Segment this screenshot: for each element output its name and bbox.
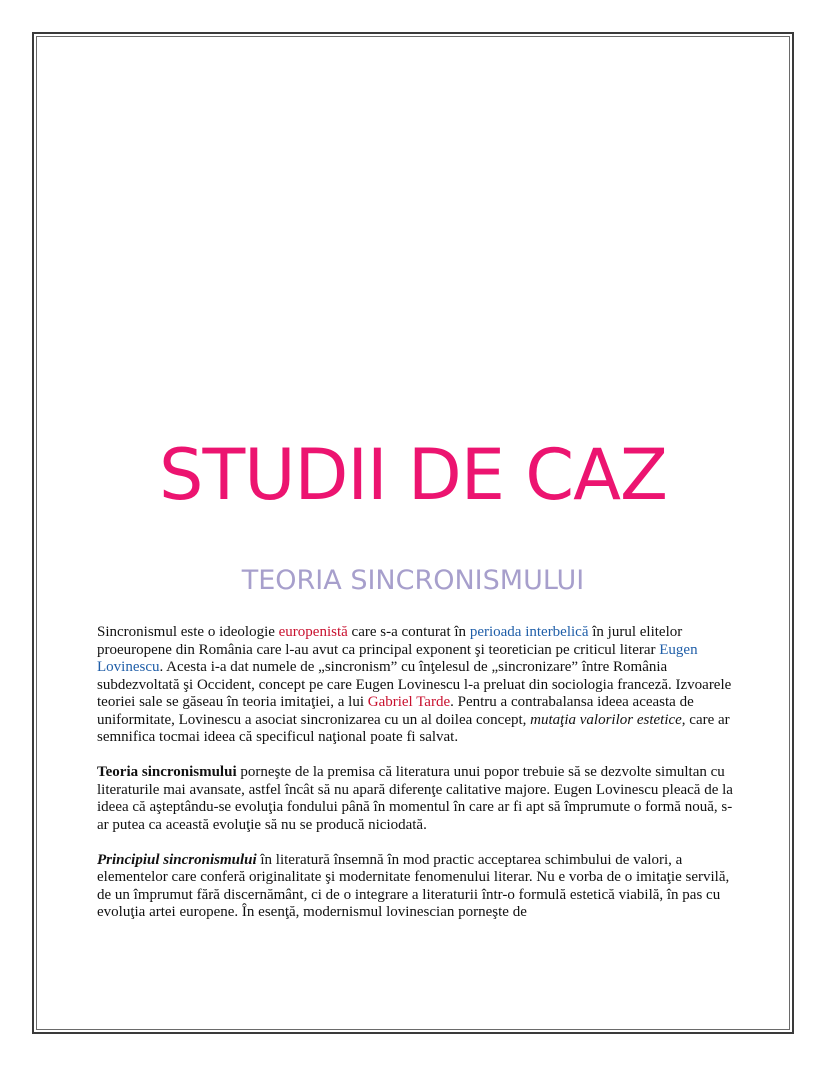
- text-span: . Pentru a contrabalansa ideea aceasta de uniformitate, Lovinescu a asociat sincronizarea cu un al doilea concept,: [97, 694, 694, 728]
- text-span: în literatură însemnă în mod practic acceptarea schimbului de valori, a elementelor care conferă originalitate şi modernitate fenomenului literar. Nu e vorba de o imitaţie servilă, de un împrumut fără discernământ, ci de o integrare a literaturii într-o formulă estetică viabilă, în pas cu evoluţia artei europene. În esenţă, modernismul lovinescian porneşte de: [97, 851, 730, 920]
- document-body: [97, 624, 737, 939]
- text-span: Sincronismul este o ideologie: [97, 624, 279, 640]
- link-eugen-lovinescu[interactable]: Eugen Lovinescu: [97, 641, 698, 675]
- link-perioada-interbelica[interactable]: perioada interbelică: [469, 624, 589, 640]
- text-span: , care ar semnifica tocmai ideea că specificul naţional poate fi salvat.: [97, 711, 730, 745]
- paragraph-1: [97, 624, 737, 747]
- text-span: porneşte de la premisa că literatura unui popor trebuie să se dezvolte simultan cu literaturile mai avansate, astfel încât să nu apară diferenţe calitative majore. Eugen Lovinescu pleacă de la ideea că aşteptându-se evoluţia fondului până în momentul în care ar fi apt să împrumute o formă nouă, s-ar putea ca această evoluţie să nu se producă niciodată.: [97, 764, 733, 833]
- bold-italic-term: Principiul sincronismului: [97, 851, 257, 868]
- text-span: . Acesta i-a dat numele de „sincronism” cu înţelesul de „sincronizare” între România subdezvoltată şi Occident, concept pe care Eugen Lovinescu l-a preluat din sociologia franceză. Izvoarele teoriei sale se găseau în teoria imitaţiei, a lui: [97, 659, 732, 710]
- paragraph-2: [97, 764, 737, 834]
- paragraph-3: [97, 852, 737, 922]
- bold-term: Teoria sincronismului: [97, 764, 237, 780]
- text-span: care s-a conturat în: [347, 624, 470, 640]
- section-subtitle: TEORIA SINCRONISMULUI: [241, 565, 585, 596]
- link-gabriel-tarde[interactable]: Gabriel Tarde: [367, 694, 451, 710]
- text-span: în jurul elitelor proeuropene din România care l-au avut ca principal exponent şi teoretician pe criticul literar: [97, 624, 683, 658]
- page-title: STUDII DE CAZ: [159, 434, 667, 516]
- link-europenista[interactable]: europenistă: [278, 624, 348, 640]
- emphasis-text: mutaţia valorilor estetice: [530, 711, 682, 728]
